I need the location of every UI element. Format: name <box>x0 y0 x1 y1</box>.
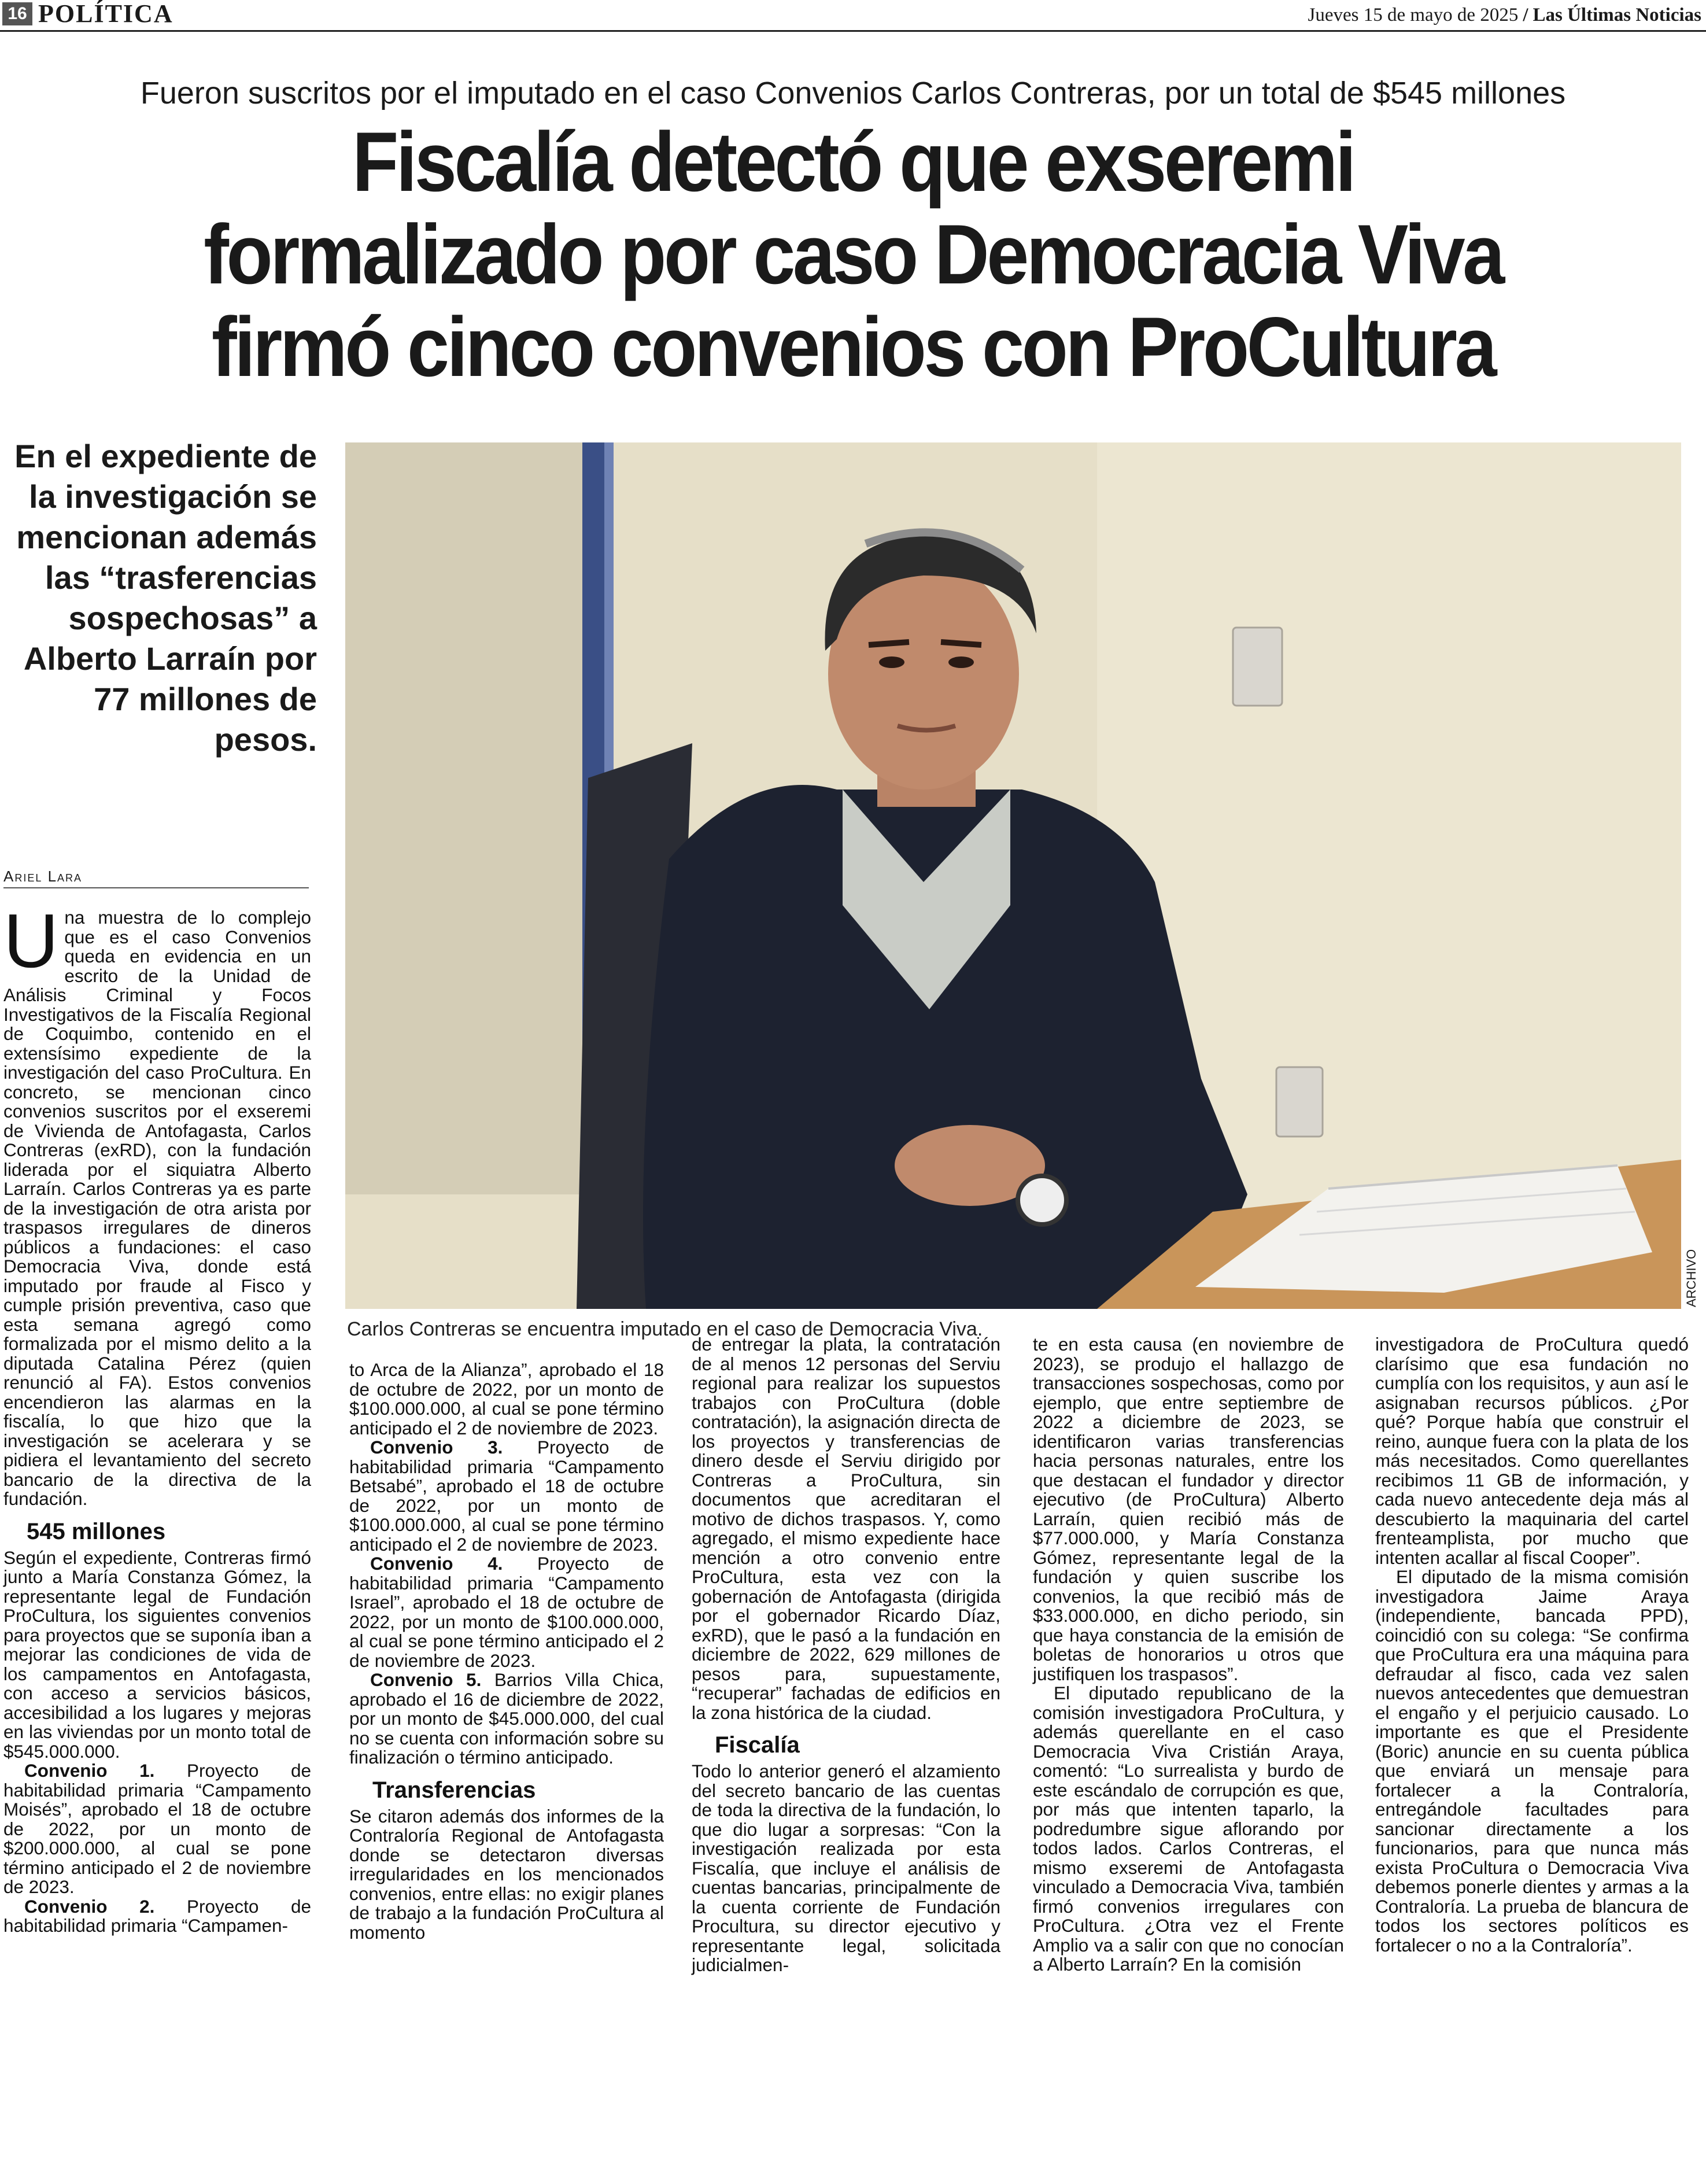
lead-paragraph: En el expediente de la investigación se mencionan además las “trasferencias sospechosas” a Alberto Larraín por 77 millones de pesos. <box>14 438 317 758</box>
subheading-fiscalia: Fiscalía <box>715 1732 800 1758</box>
headline-line-3: firmó cinco convenios con ProCultura <box>211 300 1495 394</box>
photo-caption: Carlos Contreras se encuentra imputado en el caso de Democracia Viva. <box>347 1318 983 1340</box>
headline <box>117 116 1590 393</box>
paragraph-cristian-araya-end: investigadora de ProCultura quedó clarísimo que esa fundación no cumplía con los requisitos, y aun así le asignaban recursos públicos. ¿Por qué? Porque había que construir el reino, aunque fuera con la plata de los más necesitados. Como querellantes recibimos 11 GB de información, y cada nuevo antecedente deja más al descubierto la maquinaria del cartel frenteamplista, por mucho que intenten acallar al fiscal Cooper”. <box>1375 1334 1689 1568</box>
headline-line-1: Fiscalía detectó que exseremi <box>352 115 1354 209</box>
paragraph-transferencias-start: Se citaron además dos informes de la Contraloría Regional de Antofagasta donde se detectaron diversas irregularidades en los mencionados convenios, entre ellas: no exigir planes de trabajo a la fundación ProCultura al momento <box>349 1805 664 1943</box>
subheading-transferencias: Transferencias <box>372 1777 536 1803</box>
article-column-1 <box>3 898 311 1936</box>
paragraph-convenio-1: Convenio 1. Proyecto de habitabilidad primaria “Campamento Moisés”, aprobado el 18 de octubre de 2022, por un monto de $200.000.000, al cual se pone término anticipado el 2 de noviembre de 2023. <box>3 1760 311 1897</box>
dateline-separator: / <box>1523 5 1528 25</box>
page-number: 16 <box>2 2 32 25</box>
article-photo <box>345 442 1681 1309</box>
wristwatch <box>1018 1176 1066 1224</box>
subheading-545-millones: 545 millones <box>27 1518 166 1544</box>
paragraph-jaime-araya: El diputado de la misma comisión investigadora Jaime Araya (independiente, bancada PPD), coincidió con su colega: “Se confirma que ProCultura era una máquina para defraudar al fisco, cada vez salen nuevos antecedentes que demuestran el engaño y el perjuicio causado. Lo importante es que el Presidente (Boric) anuncie en su cuenta pública que enviará un mensaje para fortalecer a la Contraloría, entregándole facultades para sancionar directamente a los funcionarios, para que nunca más exista ProCultura o Democracia Viva debemos ponerle dientes y armas a la Contraloría. La prueba de blancura de todos los sectores políticos es fortalecer o no a la Contraloría”. <box>1375 1566 1689 1956</box>
photo-credit: ARCHIVO <box>1684 1249 1698 1308</box>
article-column-2 <box>349 1360 664 1942</box>
headline-line-2: formalizado por caso Democracia Viva <box>204 207 1502 301</box>
article-column-4 <box>1033 1335 1344 1975</box>
newspaper-name: Las Últimas Noticias <box>1533 5 1701 25</box>
issue-date: Jueves 15 de mayo de 2025 <box>1308 5 1519 25</box>
wall-outlet <box>1276 1067 1323 1137</box>
article-column-3 <box>692 1335 1000 1975</box>
paragraph-convenio-3: Convenio 3. Proyecto de habitabilidad primaria “Campamento Betsabé”, aprobado el 18 de octubre de 2022, por un monto de $100.000.000, al cual se pone término anticipado el 2 de noviembre de 2023. <box>349 1437 664 1555</box>
paragraph-convenio-5: Convenio 5. Barrios Villa Chica, aprobado el 16 de diciembre de 2022, por un monto de $45.000.000, del cual no se cuenta con información sobre su finalización o término anticipado. <box>349 1669 664 1768</box>
paragraph-fiscalia-end: te en esta causa (en noviembre de 2023), se produjo el hallazgo de transacciones sospechosas, como por ejemplo, que entre septiembre de 2022 a diciembre de 2023, se identificaron varias transferencias hacia personas naturales, entre los que destacan el fundador y director ejecutivo (de ProCultura) Alberto Larraín, quien recibió más de $77.000.000, y María Constanza Gómez, representante legal de la fundación y quien suscribe los convenios, la que recibió más de $33.000.000, en dicho periodo, sin que haya constancia de la emisión de boletas de honorarios u otros que justifiquen los traspasos”. <box>1033 1334 1344 1684</box>
byline: Ariel Lara <box>3 866 309 888</box>
paragraph-convenios-intro: Según el expediente, Contreras firmó junto a María Constanza Gómez, la representante legal de Fundación ProCultura, los siguientes convenios para proyectos que se suponía iban a mejorar las condiciones de vida de los campamentos en Antofagasta, con acceso a servicios básicos, accesibilidad a los lugares y mejoras en las viviendas por un monto total de $545.000.000. <box>3 1547 311 1762</box>
header-rule <box>0 30 1706 32</box>
paragraph-transferencias-end: de entregar la plata, la contratación de al menos 12 personas del Serviu regional para realizar los supuestos trabajos con ProCultura (doble contratación), la asignación directa de los proyectos y transferencias de dinero desde el Serviu dirigido por Contreras a ProCultura, sin documentos que acreditaran el motivo de dichos traspasos. Y, como agregado, el mismo expediente hace mención a otro convenio entre ProCultura, esta vez con la gobernación de Antofagasta (dirigida por el gobernador Ricardo Díaz, exRD), que le pasó a la fundación en diciembre de 2022, 629 millones de pesos para, supuestamente, “recuperar” fachadas de edificios en la zona histórica de la ciudad. <box>692 1334 1000 1723</box>
dateline <box>1308 3 1701 27</box>
paragraph-fiscalia-start: Todo lo anterior generó el alzamiento del secreto bancario de las cuentas de toda la directiva de la fundación, lo que dio lugar a sorpresas: “Con la investigación realizada por esta Fiscalía, que incluye el análisis de cuentas bancarias, principalmente de la cuenta corriente de Fundación Procultura, su director ejecutivo y representante legal, solicitada judicialmen- <box>692 1761 1000 1975</box>
paragraph-intro: Una muestra de lo complejo que es el caso Convenios queda en evidencia en un escrito de la Unidad de Análisis Criminal y Focos Investigativos de la Fiscalía Regional de Coquimbo, contenido en el extensísimo expediente de la investigación del caso ProCultura. En concreto, se mencionan cinco convenios suscritos por el exseremi de Vivienda de Antofagasta, Carlos Contreras (exRD), con la fundación liderada por el siquiatra Alberto Larraín. Carlos Contreras ya es parte de la investigación de otra arista por traspasos irregulares de dineros públicos a fundaciones: el caso Democracia Viva, donde está imputado por fraude al Fisco y cumple prisión preventiva, caso que esta semana agregó como formalizada por el mismo delito a la diputada Catalina Pérez (quien renunció al FA). Estos convenios encendieron las alarmas en la fiscalía, lo que hizo que la investigación se acelerara y se pidiera el levantamiento del secreto bancario de la directiva de la fundación. <box>3 898 311 1509</box>
kicker: Fueron suscritos por el imputado en el caso Convenios Carlos Contreras, por un total de $545 millones <box>140 76 1566 110</box>
wall-switch <box>1233 628 1282 706</box>
paragraph-convenio-4: Convenio 4. Proyecto de habitabilidad primaria “Campamento Israel”, aprobado el 18 de octubre de 2022, por un monto de $100.000.000, al cual se pone término anticipado el 2 de noviembre de 2023. <box>349 1553 664 1671</box>
article-column-5 <box>1375 1335 1689 1955</box>
paragraph-convenio-2-end: to Arca de la Alianza”, aprobado el 18 de octubre de 2022, por un monto de $100.000.000, al cual se pone término anticipado el 2 de noviembre de 2023. <box>349 1359 664 1438</box>
paragraph-cristian-araya: El diputado republicano de la comisión investigadora ProCultura, y además querellante en el caso Democracia Viva Cristián Araya, comentó: “Lo surrealista y burdo de este escándalo de corrupción es que, por más que intenten taparlo, la podredumbre sigue aflorando por todos lados. Carlos Contreras, el mismo exseremi de Antofagasta vinculado a Democracia Viva, también firmó convenios irregulares con ProCultura. ¿Otra vez el Frente Amplio va a salir con que no conocían a Alberto Larraín? En la comisión <box>1033 1683 1344 1975</box>
section-name: POLÍTICA <box>38 0 173 28</box>
photo-illustration <box>345 442 1681 1309</box>
paragraph-convenio-2-start: Convenio 2. Proyecto de habitabilidad primaria “Campamen- <box>3 1895 311 1936</box>
drop-cap: U <box>3 898 59 983</box>
